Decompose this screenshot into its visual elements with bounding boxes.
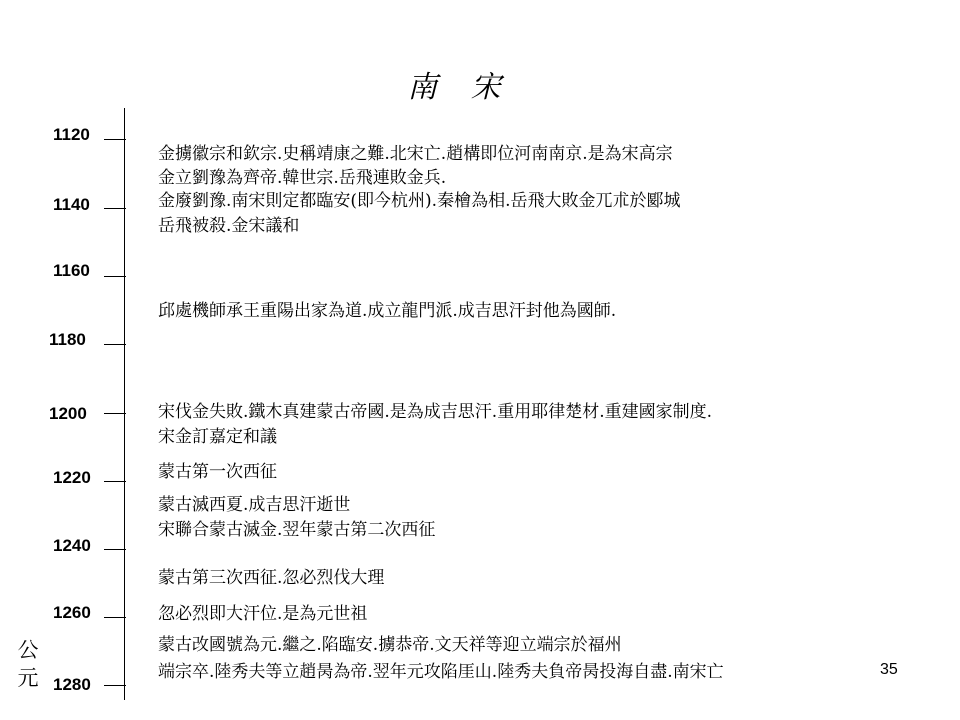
year-label: 1180: [49, 330, 86, 349]
year-label: 1240: [53, 536, 91, 555]
year-label: 1280: [53, 675, 91, 694]
year-label: 1200: [49, 404, 87, 423]
year-label: 1120: [53, 125, 90, 144]
event-text: 蒙古第一次西征: [158, 462, 277, 482]
timeline-tick: [104, 344, 126, 345]
era-label: [15, 636, 41, 692]
year-label: 1160: [53, 261, 90, 280]
event-text: 岳飛被殺.金宋議和: [158, 216, 300, 236]
event-text: 金廢劉豫.南宋則定都臨安(即今杭州).秦檜為相.岳飛大敗金兀朮於郾城: [158, 191, 681, 211]
event-text: 忽必烈即大汗位.是為元世祖: [158, 604, 368, 624]
event-text: 金擄徽宗和欽宗.史稱靖康之難.北宋亡.趙構即位河南南京.是為宋高宗: [158, 144, 673, 164]
event-text: 宋伐金失敗.鐵木真建蒙古帝國.是為成吉思汗.重用耶律楚材.重建國家制度.: [158, 402, 713, 422]
event-text: 端宗卒.陸秀夫等立趙昺為帝.翌年元攻陷厓山.陸秀夫負帝昺投海自盡.南宋亡: [158, 662, 724, 682]
year-label: 1220: [53, 468, 91, 487]
event-text: 宋金訂嘉定和議: [158, 427, 277, 447]
event-text: 蒙古滅西夏.成吉思汗逝世: [158, 495, 351, 515]
era-label-char: 元: [17, 666, 39, 690]
event-text: 宋聯合蒙古滅金.翌年蒙古第二次西征: [158, 520, 436, 540]
page-number: 35: [880, 661, 898, 678]
event-text: 蒙古改國號為元.繼之.陷臨安.擄恭帝.文天祥等迎立端宗於福州: [158, 635, 622, 655]
page-title: 南 宋: [407, 70, 513, 105]
timeline-tick: [104, 413, 126, 414]
event-text: 蒙古第三次西征.忽必烈伐大理: [158, 568, 385, 588]
year-label: 1140: [53, 195, 90, 214]
event-text: 金立劉豫為齊帝.韓世宗.岳飛連敗金兵.: [158, 168, 447, 188]
year-label: 1260: [53, 603, 91, 622]
era-label-char: 公: [17, 638, 39, 662]
event-text: 邱處機師承王重陽出家為道.成立龍門派.成吉思汗封他為國師.: [158, 301, 617, 321]
timeline-axis: [124, 108, 125, 700]
